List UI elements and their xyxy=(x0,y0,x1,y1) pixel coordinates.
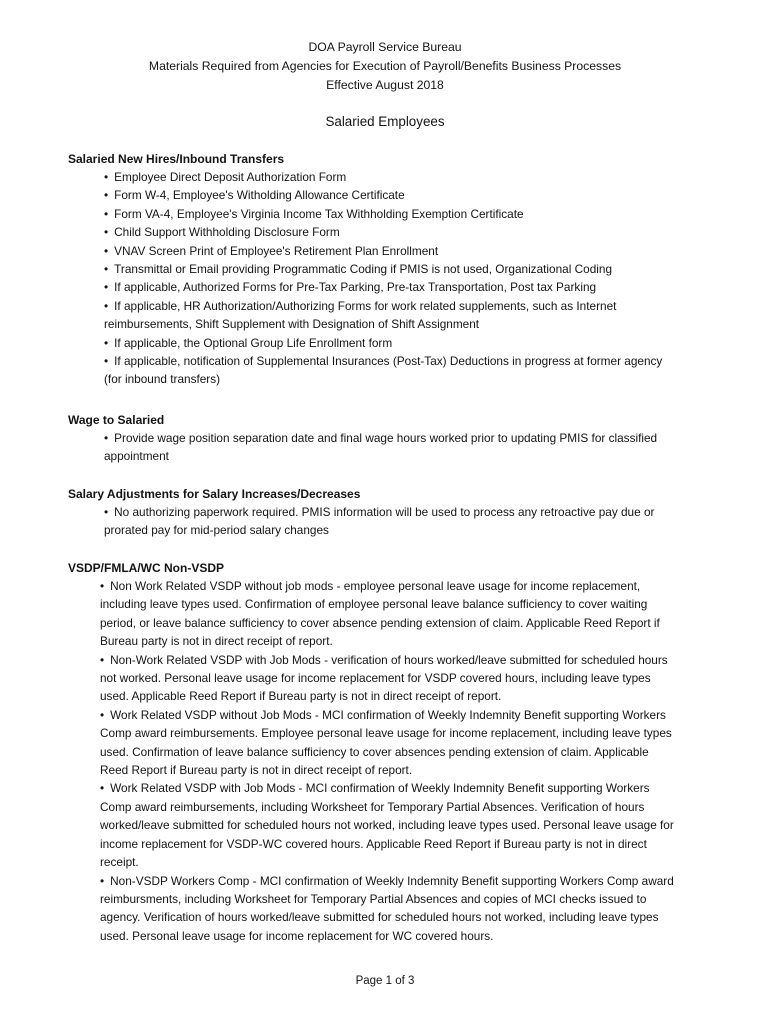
section-heading-wage-to-salaried: Wage to Salaried xyxy=(68,413,165,427)
list-item: • No authorizing paperwork required. PMIS information will be used to process any retroactive pay due or prorated pay for mid-period salary changes xyxy=(104,503,674,540)
list-item: • VNAV Screen Print of Employee's Retirement Plan Enrollment xyxy=(104,242,674,260)
list-item: • If applicable, the Optional Group Life Enrollment form xyxy=(104,334,674,352)
list-item: • Provide wage position separation date and final wage hours worked prior to updating PMIS for classified appointment xyxy=(104,429,674,466)
list-item: • If applicable, Authorized Forms for Pre-Tax Parking, Pre-tax Transportation, Post tax Parking xyxy=(104,278,674,296)
section-heading-salary-adjustments: Salary Adjustments for Salary Increases/Decreases xyxy=(68,487,361,501)
list-item: • If applicable, notification of Supplemental Insurances (Post-Tax) Deductions in progress at former agency (for inbound transfers) xyxy=(104,352,674,389)
section-list-wage-to-salaried xyxy=(104,429,674,466)
list-item: • Transmittal or Email providing Programmatic Coding if PMIS is not used, Organizational Coding xyxy=(104,260,674,278)
list-item: • Employee Direct Deposit Authorization Form xyxy=(104,168,674,186)
list-item: • If applicable, HR Authorization/Authorizing Forms for work related supplements, such as Internet reimbursements, Shift Supplement with Designation of Shift Assignment xyxy=(104,297,674,334)
section-heading-new-hires: Salaried New Hires/Inbound Transfers xyxy=(68,152,285,166)
list-item: • Work Related VSDP with Job Mods - MCI confirmation of Weekly Indemnity Benefit supporting Workers Comp award reimbursements, including Worksheet for Temporary Partial Absences. Verification of hours worked/leave submitted for scheduled hours not worked, including leave types used. Personal leave usage for income replacement for VSDP-WC covered hours. Applicable Reed Report if Bureau party is not in direct receipt. xyxy=(100,779,680,871)
section-heading-vsdp: VSDP/FMLA/WC Non-VSDP xyxy=(68,561,224,575)
list-item: • Child Support Withholding Disclosure Form xyxy=(104,223,674,241)
section-list-vsdp xyxy=(100,577,680,945)
list-item: • Form W-4, Employee's Witholding Allowance Certificate xyxy=(104,186,674,204)
header-effective-date: Effective August 2018 xyxy=(326,78,444,92)
page-title: Salaried Employees xyxy=(325,114,445,129)
header-subtitle: Materials Required from Agencies for Execution of Payroll/Benefits Business Processes xyxy=(148,59,622,73)
list-item: • Work Related VSDP without Job Mods - MCI confirmation of Weekly Indemnity Benefit supporting Workers Comp award reimbursements. Employee personal leave usage for income replacement, including leave types used. Confirmation of leave balance sufficiency to cover absences pending extension of claim. Applicable Reed Report if Bureau party is not in direct receipt of report. xyxy=(100,706,680,780)
section-list-salary-adjustments xyxy=(104,503,674,540)
list-item: • Non-VSDP Workers Comp - MCI confirmation of Weekly Indemnity Benefit supporting Workers Comp award reimbursments, including Worksheet for Temporary Partial Absences and copies of MCI checks issued to agency. Verification of hours worked/leave submitted for scheduled hours not worked, including leave types used. Personal leave usage for income replacement for WC covered hours. xyxy=(100,872,680,946)
list-item: • Non Work Related VSDP without job mods - employee personal leave usage for income replacement, including leave types used. Confirmation of employee personal leave balance sufficiency to cover waiting period, or leave balance sufficiency to cover absence pending extension of claim. Applicable Reed Report if Bureau party is not in direct receipt of report. xyxy=(100,577,680,651)
section-list-new-hires xyxy=(104,168,674,389)
header-bureau: DOA Payroll Service Bureau xyxy=(308,40,462,54)
list-item: • Non-Work Related VSDP with Job Mods - verification of hours worked/leave submitted for scheduled hours not worked. Personal leave usage for income replacement for VSDP covered hours, including leave types used. Applicable Reed Report if Bureau party is not in direct receipt of report. xyxy=(100,651,680,706)
page-number: Page 1 of 3 xyxy=(355,975,415,987)
list-item: • Form VA-4, Employee's Virginia Income Tax Withholding Exemption Certificate xyxy=(104,205,674,223)
